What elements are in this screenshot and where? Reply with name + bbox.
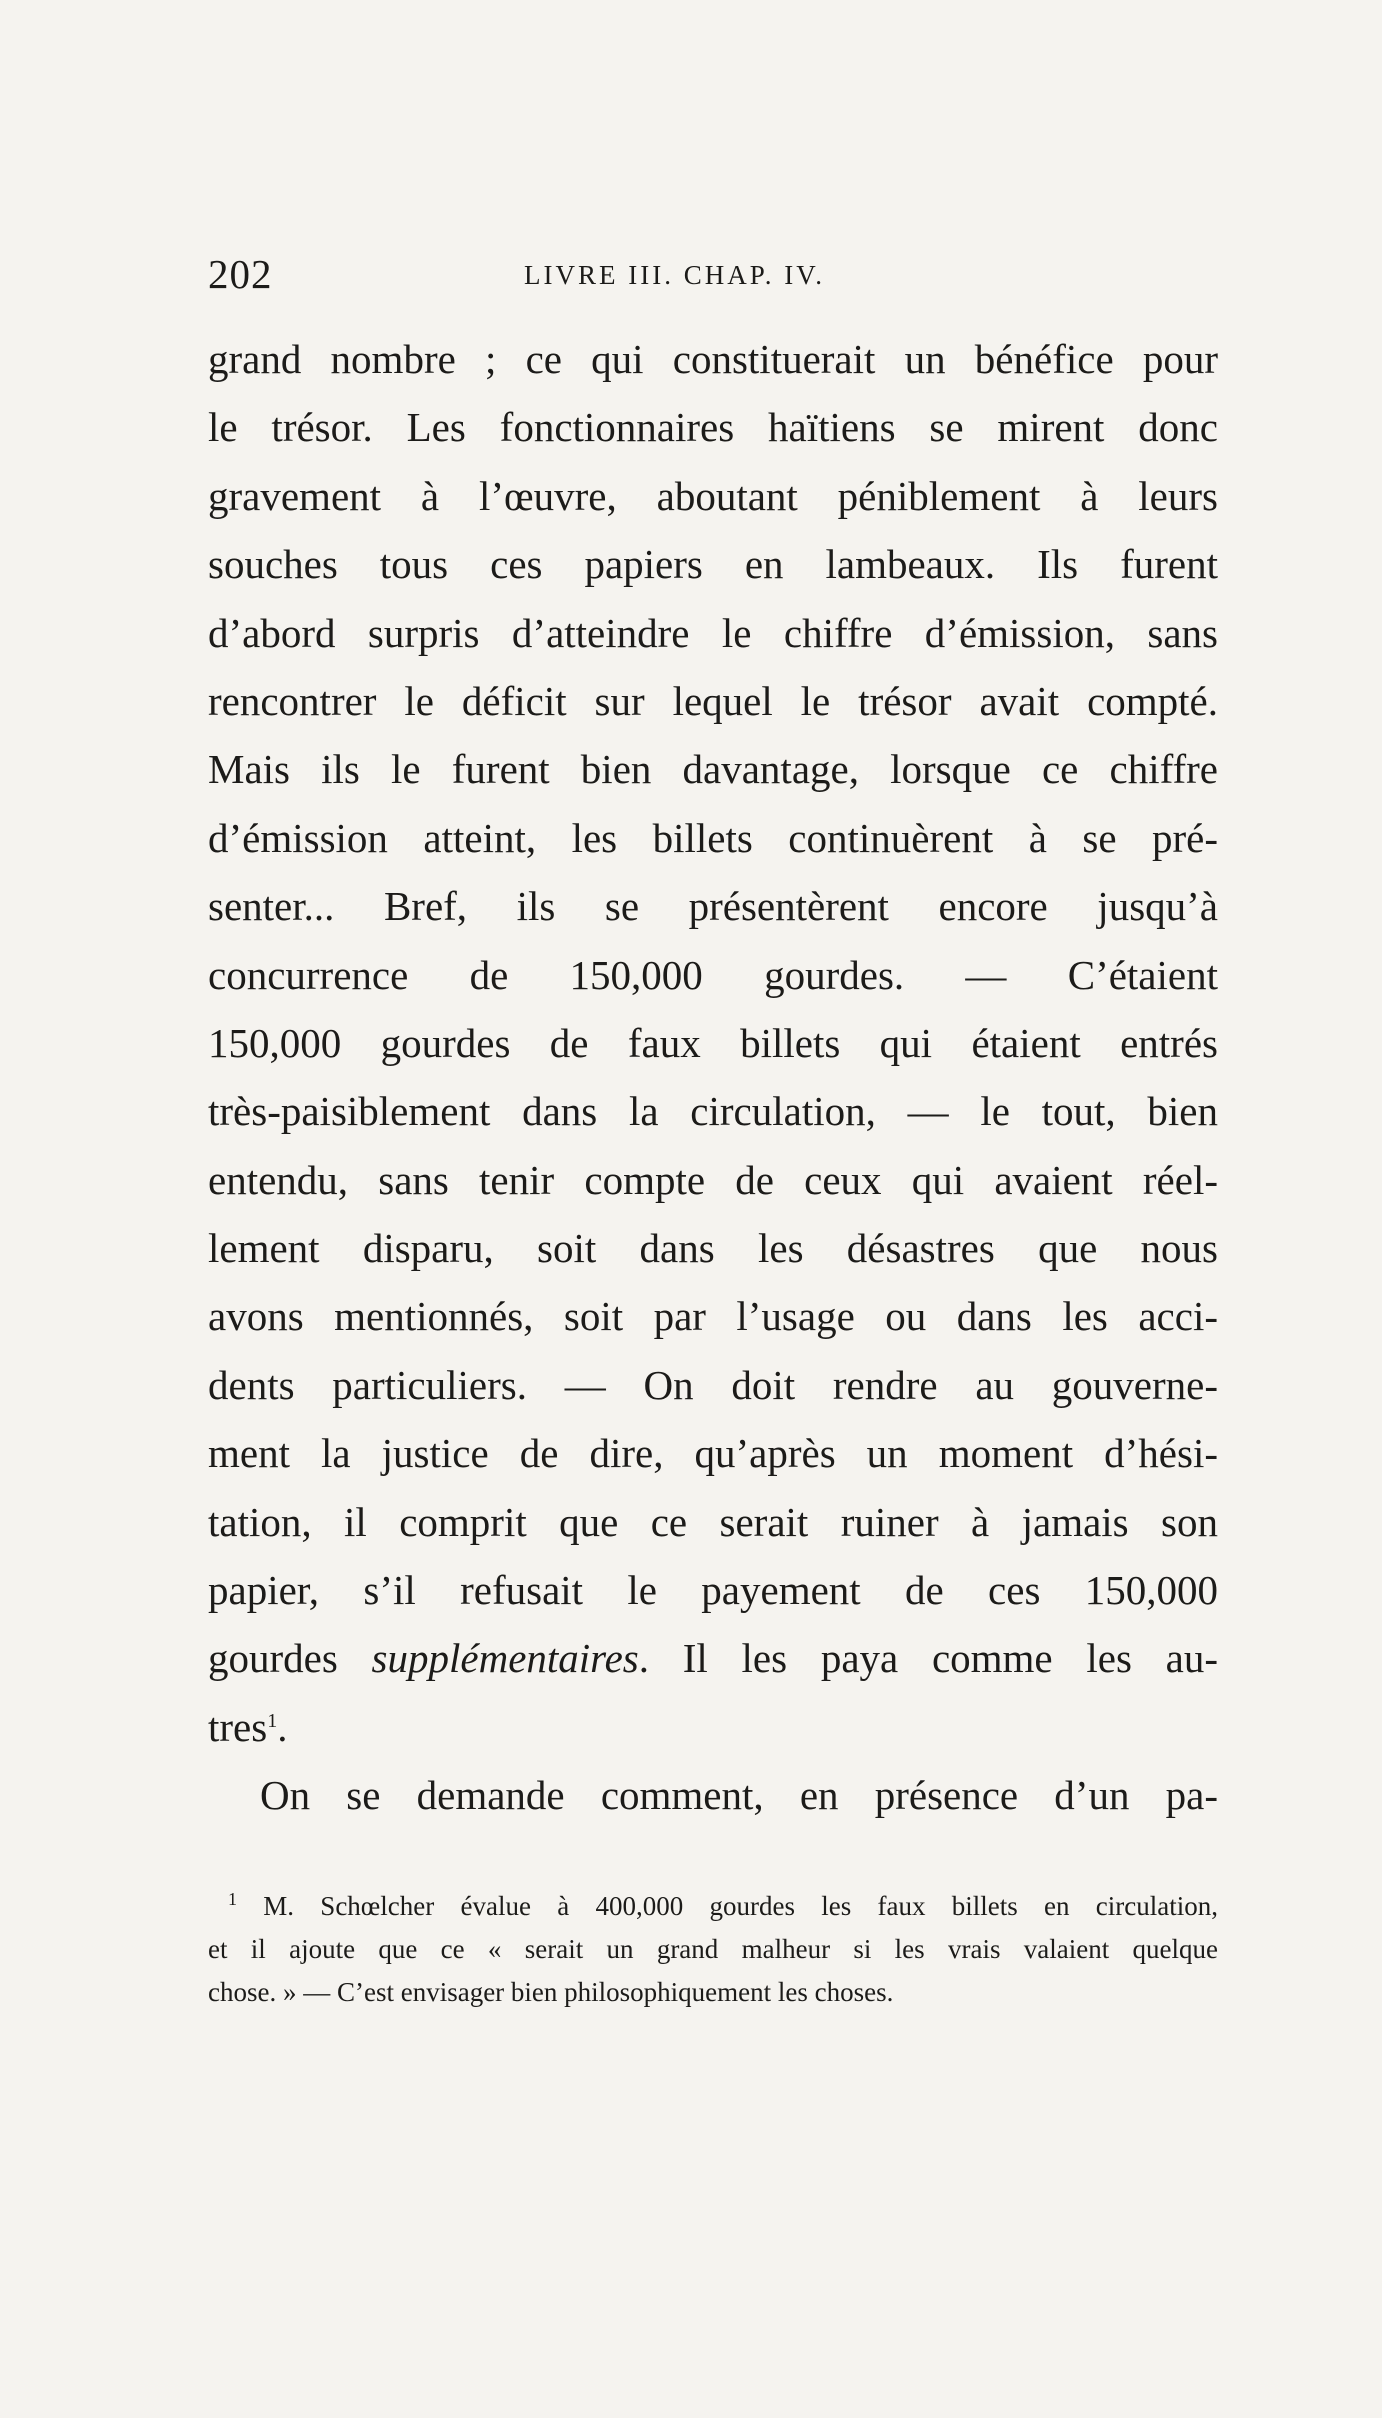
text-line: d’abord surpris d’atteindre le chiffre d’émission, sans: [208, 609, 1218, 656]
text-line: rencontrer le déficit sur lequel le trésor avait compté.: [208, 677, 1218, 724]
italic-word: supplémentaires: [371, 1635, 639, 1682]
text-line: avons mentionnés, soit par l’usage ou dans les acci-: [208, 1293, 1218, 1340]
text-line: senter... Bref, ils se présentèrent encore jusqu’à: [208, 883, 1218, 930]
footnote-line: chose. » — C’est envisager bien philosophiquement les choses.: [208, 1977, 894, 2007]
page-number: 202: [208, 251, 273, 297]
text-line: tation, il comprit que ce serait ruiner à jamais son: [208, 1498, 1218, 1545]
text-line: ment la justice de dire, qu’après un moment d’hési-: [208, 1430, 1218, 1477]
text-fragment: .: [277, 1703, 288, 1750]
text-fragment: gourdes: [208, 1635, 372, 1682]
text-line: très-paisiblement dans la circulation, — le tout, bien: [208, 1088, 1218, 1135]
text-line: le trésor. Les fonctionnaires haïtiens se mirent donc: [208, 404, 1218, 451]
text-line: entendu, sans tenir compte de ceux qui avaient réel-: [208, 1156, 1218, 1203]
footnote-line: [208, 1885, 1218, 1928]
text-line: souches tous ces papiers en lambeaux. Ils furent: [208, 541, 1218, 588]
text-line: grand nombre ; ce qui constituerait un bénéfice pour: [208, 336, 1218, 382]
footnote-text: M. Schœlcher évalue à 400,000 gourdes les faux billets en circulation,: [263, 1891, 1218, 1921]
text-fragment: tres: [208, 1703, 268, 1750]
text-line: papier, s’il refusait le payement de ces 150,000: [208, 1567, 1218, 1614]
paragraph-start-line: On se demande comment, en présence d’un pa-: [260, 1772, 1218, 1819]
text-line: concurrence de 150,000 gourdes. — C’étaient: [208, 951, 1218, 998]
text-line: dents particuliers. — On doit rendre au gouverne-: [208, 1361, 1218, 1408]
footnote-line: et il ajoute que ce « serait un grand malheur si les vrais valaient quelque: [208, 1934, 1218, 1964]
text-fragment: . Il les paya comme les au-: [638, 1635, 1218, 1682]
text-line: [208, 1693, 1218, 1761]
body-text: [208, 325, 1218, 1830]
footnotes: [208, 1885, 1218, 2014]
text-line: gravement à l’œuvre, aboutant péniblement à leurs: [208, 472, 1218, 519]
text-line: lement disparu, soit dans les désastres que nous: [208, 1225, 1218, 1272]
page-header: [208, 250, 1218, 310]
text-line: d’émission atteint, les billets continuèrent à se pré-: [208, 814, 1218, 861]
text-line: [208, 1624, 1218, 1692]
footnote-marker: 1: [228, 1889, 237, 1909]
footnote-reference[interactable]: 1: [267, 1709, 278, 1732]
running-head: LIVRE III. CHAP. IV.: [524, 260, 825, 290]
text-line: Mais ils le furent bien davantage, lorsque ce chiffre: [208, 746, 1218, 793]
text-line: 150,000 gourdes de faux billets qui étaient entrés: [208, 1019, 1218, 1066]
